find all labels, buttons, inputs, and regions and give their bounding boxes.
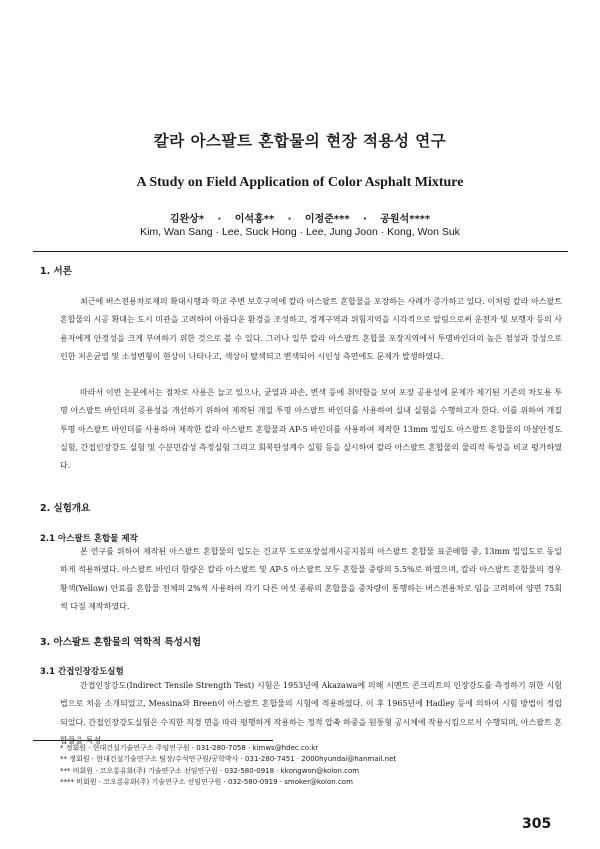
- section-2-1-heading: 2.1 아스팔트 혼합물 제작: [40, 534, 138, 544]
- authors-korean: 김완상* · 이석홍** · 이정준*** · 공원석****: [169, 214, 431, 225]
- section-3-heading: 3. 아스팔트 혼합물의 역학적 특성시험: [40, 637, 202, 648]
- section-1-paragraph-2: 따라서 이번 논문에서는 점차로 사용은 늘고 있으나, 균열과 파손, 변색 등에 취약함을 보여 포장 공용성에 문제가 제기된 기존의 차도용 투명 아스팔트 바인더의 공용성을 개선하기 위하여 제작된 개질 투명 아스팔트 바인더를 사용하여 실내 실험을 수행하고자 한다. 이를 위하여 개질 투명 아스팔트 바인더를 사용하여 제작한 칼라 아스팔트 혼합물과 AP-5 바인더를 사용하여 제작한 13mm 밀입도 아스팔트 혼합물의 마샬안정도실험, 간접인장강도 실험 및 수분민감성 측정실험 그리고 회복탄성계수 실험 등을 실시하여 칼라 아스팔트 혼합물의 물리적 특성을 비교 평가하였다.: [60, 388, 562, 471]
- section-2-1-paragraph: 본 연구를 위하여 제작된 아스팔트 혼합물의 입도는 건교부 도로포장설계시공지침의 아스팔트 혼합물 표준배합 중, 13mm 밀입도로 동일하게 적용하였다. 아스팔트 바인더 함량은 칼라 아스팔트 및 AP-5 아스팔트 모두 혼합물 중량의 5.5%로 하였으며, 칼라 아스팔트 혼합물의 경우 황색(Yellow) 안료를 혼합물 전체의 2%씩 사용하여 각기 다른 여섯 종류의 혼합물을 중차량이 통행하는 버스전용차로 임을 고려하여 양면 75회씩 다짐 제작하였다.: [60, 547, 562, 611]
- footnote-divider: [33, 740, 273, 741]
- authors-english: Kim, Wan Sang · Lee, Suck Hong · Lee, Jung Joon · Kong, Won Suk: [140, 226, 460, 238]
- page-number: 305: [522, 816, 552, 832]
- section-3-1-paragraph: 간접인장강도(Indirect Tensile Strength Test) 시험은 1953년에 Akazawa에 의해 시멘트 콘크리트의 인장강도를 측정하기 위한 시험법으로 처음 소개되었고, Messina와 Breen이 아스팔트 혼합물의 시험에 적용하였다. 이 후 1965년에 Hadley 등에 의하여 시험 방법이 정립되었다. 간접인장강도실험은 수직한 직경 면을 따라 평행하게 작용하는 정적 압축 하중을 원통형 공시체에 작용시킴으로서 수행되며, 아스팔트 혼합물을 특성: [60, 681, 562, 745]
- title-korean: 칼라 아스팔트 혼합물의 현장 적용성 연구: [153, 132, 447, 150]
- footnote-3: *** 비회원 · 코오롱유화(주) 기술연구소 선임연구원 · 032-580-0918 · kkongwon@kolon.com: [60, 766, 360, 775]
- title-english: A Study on Field Application of Color Asphalt Mixture: [136, 175, 464, 190]
- header-divider: [33, 251, 568, 252]
- footnote-1: * 정회원 · 현대건설기술연구소 주임연구원 · 031-280-7058 · kimws@hdec.co.kr: [60, 744, 319, 752]
- section-2-heading: 2. 실험개요: [40, 503, 91, 514]
- section-1-paragraph-1: 최근에 버스전용차로제의 확대시행과 학교 주변 보호구역에 칼라 아스팔트 혼합물을 포장하는 사례가 증가하고 있다. 이처럼 칼라 아스팔트 혼합물의 시공 확대는 도시 미관을 고려하여 아름다운 환경을 조성하고, 경계구역과 위험지역을 시각적으로 알림으로써 운전자 및 보행자 등의 사용자에게 안정성을 크게 부여하기 위한 것으로 볼 수 있다. 그러나 일부 칼라 아스팔트 혼합물 포장지역에서 투명바인더의 높은 점성과 강성으로 인한 저온균열 및 소성변형이 현상이 나타나고, 색상이 탈색되고 변색되어 시인성 측면에도 문제가 발생하였다.: [60, 297, 562, 361]
- footnotes: [60, 743, 540, 789]
- footnote-2: ** 정회원 · 현대건설기술연구소 팀장/수석연구원/공학박사 · 031-280-7451 · 2000hyundai@hanmail.net: [60, 755, 397, 764]
- footnote-4: **** 비회원 · 코오롱유화(주) 기술연구소 선임연구원 · 032-580-0919 · smoker@kolon.com: [60, 778, 353, 787]
- section-3-1-heading: 3.1 간접인장강도실험: [40, 667, 124, 677]
- section-1-heading: 1. 서론: [40, 266, 72, 277]
